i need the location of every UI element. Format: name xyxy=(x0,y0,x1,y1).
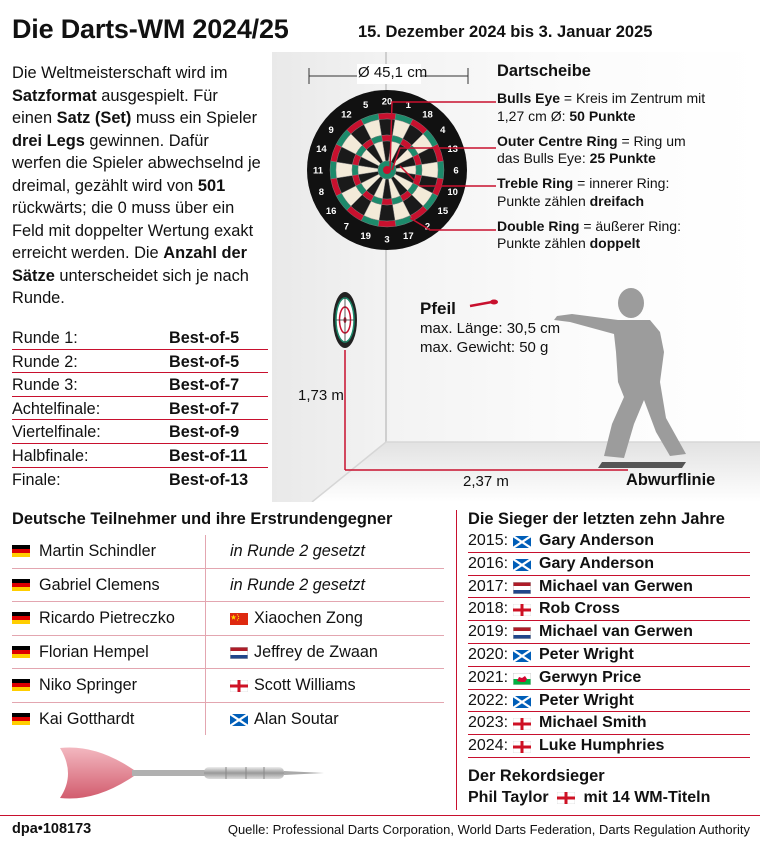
germany-flag-icon xyxy=(12,679,30,691)
opponent-name: in Runde 2 gesetzt xyxy=(230,542,365,560)
germany-flag-icon xyxy=(12,579,30,591)
round-label: Runde 1: xyxy=(12,329,78,347)
dart-illustration xyxy=(56,740,326,806)
round-row xyxy=(12,326,268,350)
netherlands-flag-icon xyxy=(513,581,531,599)
netherlands-flag-icon xyxy=(513,627,531,639)
winner-year: 2016: xyxy=(468,554,509,572)
throw-line-mark xyxy=(598,462,686,468)
board-number: 17 xyxy=(403,231,414,243)
winner-year: 2022: xyxy=(468,691,509,709)
england-flag-icon xyxy=(557,792,575,804)
record-name: Phil Taylor xyxy=(468,789,549,806)
board-number: 19 xyxy=(360,231,371,243)
netherlands-flag-icon xyxy=(513,626,531,644)
board-number: 16 xyxy=(325,206,337,218)
intro-text: Die Weltmeisterschaft wird im Satzformat ausgespielt. Für einen Satz (Set) muss ein Spieler drei Legs gewinnen. Dafür werfen die Spieler abwechselnd je dreimal, gezählt wird von 501 rückwärts; die 0 muss über ein Feld mit doppelter Wertung exakt erreicht werden. Die Anzahl der Sätze unterscheidet sich je nach Runde. xyxy=(12,64,261,307)
winner-name: Gerwyn Price xyxy=(539,668,642,686)
winner-name: Luke Humphries xyxy=(539,737,665,755)
diameter-label: Ø 45,1 cm xyxy=(358,64,428,81)
winner-year: 2019: xyxy=(468,623,509,641)
england-flag-icon xyxy=(513,741,531,753)
winner-name: Michael van Gerwen xyxy=(539,623,693,641)
opponent-name: Alan Soutar xyxy=(254,709,339,728)
england-flag-icon xyxy=(513,603,531,621)
scotland-flag-icon xyxy=(513,558,531,576)
wales-flag-icon xyxy=(513,673,531,685)
winner-row xyxy=(468,621,750,644)
participant-row xyxy=(12,602,444,636)
participant-name: Niko Springer xyxy=(39,676,138,694)
winner-row xyxy=(468,667,750,690)
opponent-name: Xiaochen Zong xyxy=(254,609,363,627)
netherlands-flag-icon xyxy=(230,647,248,659)
record-text: mit 14 WM-Titeln xyxy=(583,789,711,806)
distance-label: 2,37 m xyxy=(463,473,509,490)
participant-name: Gabriel Clemens xyxy=(39,575,160,594)
round-row xyxy=(12,373,268,397)
scotland-flag-icon xyxy=(513,559,531,571)
opponent-name: Jeffrey de Zwaan xyxy=(254,642,378,661)
round-label: Viertelfinale: xyxy=(12,423,101,442)
board-pointer-lines xyxy=(380,90,500,250)
participant-row xyxy=(12,636,444,670)
england-flag-icon xyxy=(513,604,531,616)
participant-name: Kai Gotthardt xyxy=(39,709,135,728)
winner-row xyxy=(468,690,750,713)
board-number: 6 xyxy=(453,165,459,177)
germany-flag-icon xyxy=(12,646,30,658)
round-format: Best-of-11 xyxy=(169,446,248,465)
germany-flag-icon xyxy=(12,612,30,624)
england-flag-icon xyxy=(557,791,575,809)
board-number: 5 xyxy=(363,99,369,111)
board-number: 10 xyxy=(447,186,458,198)
round-label: Halbfinale: xyxy=(12,446,89,465)
rounds-table xyxy=(12,326,268,491)
winner-name: Rob Cross xyxy=(539,600,620,618)
board-number: 14 xyxy=(316,144,327,156)
scotland-flag-icon xyxy=(513,535,531,553)
england-flag-icon xyxy=(513,718,531,730)
winner-row xyxy=(468,530,750,553)
china-flag-icon xyxy=(230,612,248,630)
winner-row xyxy=(468,712,750,735)
dpa-logo: dpa•108173 xyxy=(12,821,92,837)
winner-row xyxy=(468,644,750,667)
round-row xyxy=(12,420,268,444)
germany-flag-icon xyxy=(12,713,30,725)
germany-flag-icon xyxy=(12,545,30,557)
winner-row xyxy=(468,553,750,576)
winners-title: Die Sieger der letzten zehn Jahre xyxy=(468,510,725,528)
opponent-name: in Runde 2 gesetzt xyxy=(230,575,365,594)
winner-name: Peter Wright xyxy=(539,691,634,709)
round-format: Best-of-7 xyxy=(169,399,240,418)
board-number: 18 xyxy=(422,109,433,121)
record-title: Der Rekordsieger xyxy=(468,767,605,785)
scotland-flag-icon xyxy=(513,695,531,713)
participant-row xyxy=(12,569,444,603)
germany-flag-icon xyxy=(12,612,30,624)
winner-name: Michael van Gerwen xyxy=(539,577,693,595)
scotland-flag-icon xyxy=(230,713,248,731)
participant-row xyxy=(12,703,444,737)
england-flag-icon xyxy=(513,740,531,758)
round-label: Finale: xyxy=(12,470,61,489)
round-label: Runde 2: xyxy=(12,352,78,371)
board-title: Dartscheibe xyxy=(497,62,591,80)
height-label: 1,73 m xyxy=(298,387,344,404)
round-format: Best-of-13 xyxy=(169,470,249,489)
participant-row xyxy=(12,669,444,703)
footer-divider xyxy=(0,815,760,816)
scotland-flag-icon xyxy=(513,696,531,708)
round-row xyxy=(12,444,268,468)
small-dartboard-icon xyxy=(333,292,357,348)
netherlands-flag-icon xyxy=(513,582,531,594)
board-legend-item: Treble Ring = innerer Ring: Punkte zählen dreifach xyxy=(497,175,670,209)
winner-year: 2023: xyxy=(468,714,509,732)
participant-name: Martin Schindler xyxy=(39,542,156,560)
winner-year: 2017: xyxy=(468,577,509,595)
board-number: 3 xyxy=(384,234,390,246)
germany-flag-icon xyxy=(12,713,30,725)
board-number: 4 xyxy=(440,124,446,136)
source-note: Quelle: Professional Darts Corporation, World Darts Federation, Darts Regulation Authority xyxy=(227,822,750,837)
arrow-title: Pfeil xyxy=(420,299,456,318)
board-number: 8 xyxy=(318,186,325,198)
china-flag-icon xyxy=(230,613,248,625)
winner-name: Peter Wright xyxy=(539,645,634,663)
board-number: 12 xyxy=(341,109,352,121)
netherlands-flag-icon xyxy=(230,646,248,664)
board-number: 9 xyxy=(328,124,334,136)
round-label: Runde 3: xyxy=(12,376,78,395)
germany-flag-icon xyxy=(12,579,30,591)
throw-line-label: Abwurflinie xyxy=(626,471,716,489)
germany-flag-icon xyxy=(12,545,30,557)
board-number: 11 xyxy=(312,165,324,177)
winner-name: Gary Anderson xyxy=(539,532,654,549)
germany-flag-icon xyxy=(12,679,30,691)
arrow-weight: max. Gewicht: 50 g xyxy=(420,339,549,356)
record-winner xyxy=(468,789,710,809)
winner-row xyxy=(468,598,750,621)
board-legend-item: Double Ring = äußerer Ring: Punkte zählen doppelt xyxy=(497,217,681,251)
winner-name: Gary Anderson xyxy=(539,554,654,572)
winner-row xyxy=(468,735,750,758)
player-silhouette xyxy=(554,288,686,458)
scotland-flag-icon xyxy=(513,536,531,548)
round-label: Achtelfinale: xyxy=(12,399,101,418)
participant-row xyxy=(12,535,444,569)
section-divider xyxy=(456,510,457,810)
round-format: Best-of-9 xyxy=(169,423,240,442)
england-flag-icon xyxy=(513,717,531,735)
board-number: 20 xyxy=(381,96,393,108)
winner-year: 2021: xyxy=(468,668,509,686)
winner-row xyxy=(468,576,750,599)
germans-title: Deutsche Teilnehmer und ihre Erstrundengegner xyxy=(12,510,393,528)
round-format: Best-of-5 xyxy=(169,329,240,347)
board-number: 7 xyxy=(343,221,350,233)
board-legend xyxy=(497,90,717,253)
scotland-flag-icon xyxy=(513,649,531,667)
winners-table xyxy=(468,530,750,758)
board-number: 1 xyxy=(405,99,411,111)
board-number: 2 xyxy=(424,221,431,233)
england-flag-icon xyxy=(230,679,248,697)
winner-year: 2018: xyxy=(468,600,509,618)
winner-year: 2024: xyxy=(468,737,509,755)
participant-name: Florian Hempel xyxy=(39,642,149,661)
germans-table xyxy=(12,535,444,736)
germany-flag-icon xyxy=(12,646,30,658)
wales-flag-icon xyxy=(513,672,531,690)
opponent-name: Scott Williams xyxy=(254,676,356,694)
winner-name: Michael Smith xyxy=(539,714,647,732)
page-title: Die Darts-WM 2024/25 xyxy=(12,14,289,44)
dart-arrow-icon xyxy=(470,300,498,307)
board-number: 15 xyxy=(437,206,449,218)
round-row xyxy=(12,397,268,421)
round-row xyxy=(12,350,268,374)
board-legend-item: Outer Centre Ring = Ring um das Bulls Eye: 25 Punkte xyxy=(497,132,686,166)
round-format: Best-of-5 xyxy=(169,352,240,371)
arrow-length: max. Länge: 30,5 cm xyxy=(420,320,561,337)
england-flag-icon xyxy=(230,680,248,692)
date-range: 15. Dezember 2024 bis 3. Januar 2025 xyxy=(358,23,653,41)
winner-year: 2020: xyxy=(468,645,509,663)
scotland-flag-icon xyxy=(513,650,531,662)
winner-year: 2015: xyxy=(468,532,509,549)
round-format: Best-of-7 xyxy=(169,376,240,395)
round-row xyxy=(12,468,268,492)
board-legend-item: Bulls Eye = Kreis im Zentrum mit 1,27 cm Ø: 50 Punkte xyxy=(497,90,706,124)
participant-name: Ricardo Pietreczko xyxy=(39,609,175,627)
scotland-flag-icon xyxy=(230,714,248,726)
board-number: 13 xyxy=(447,144,458,156)
